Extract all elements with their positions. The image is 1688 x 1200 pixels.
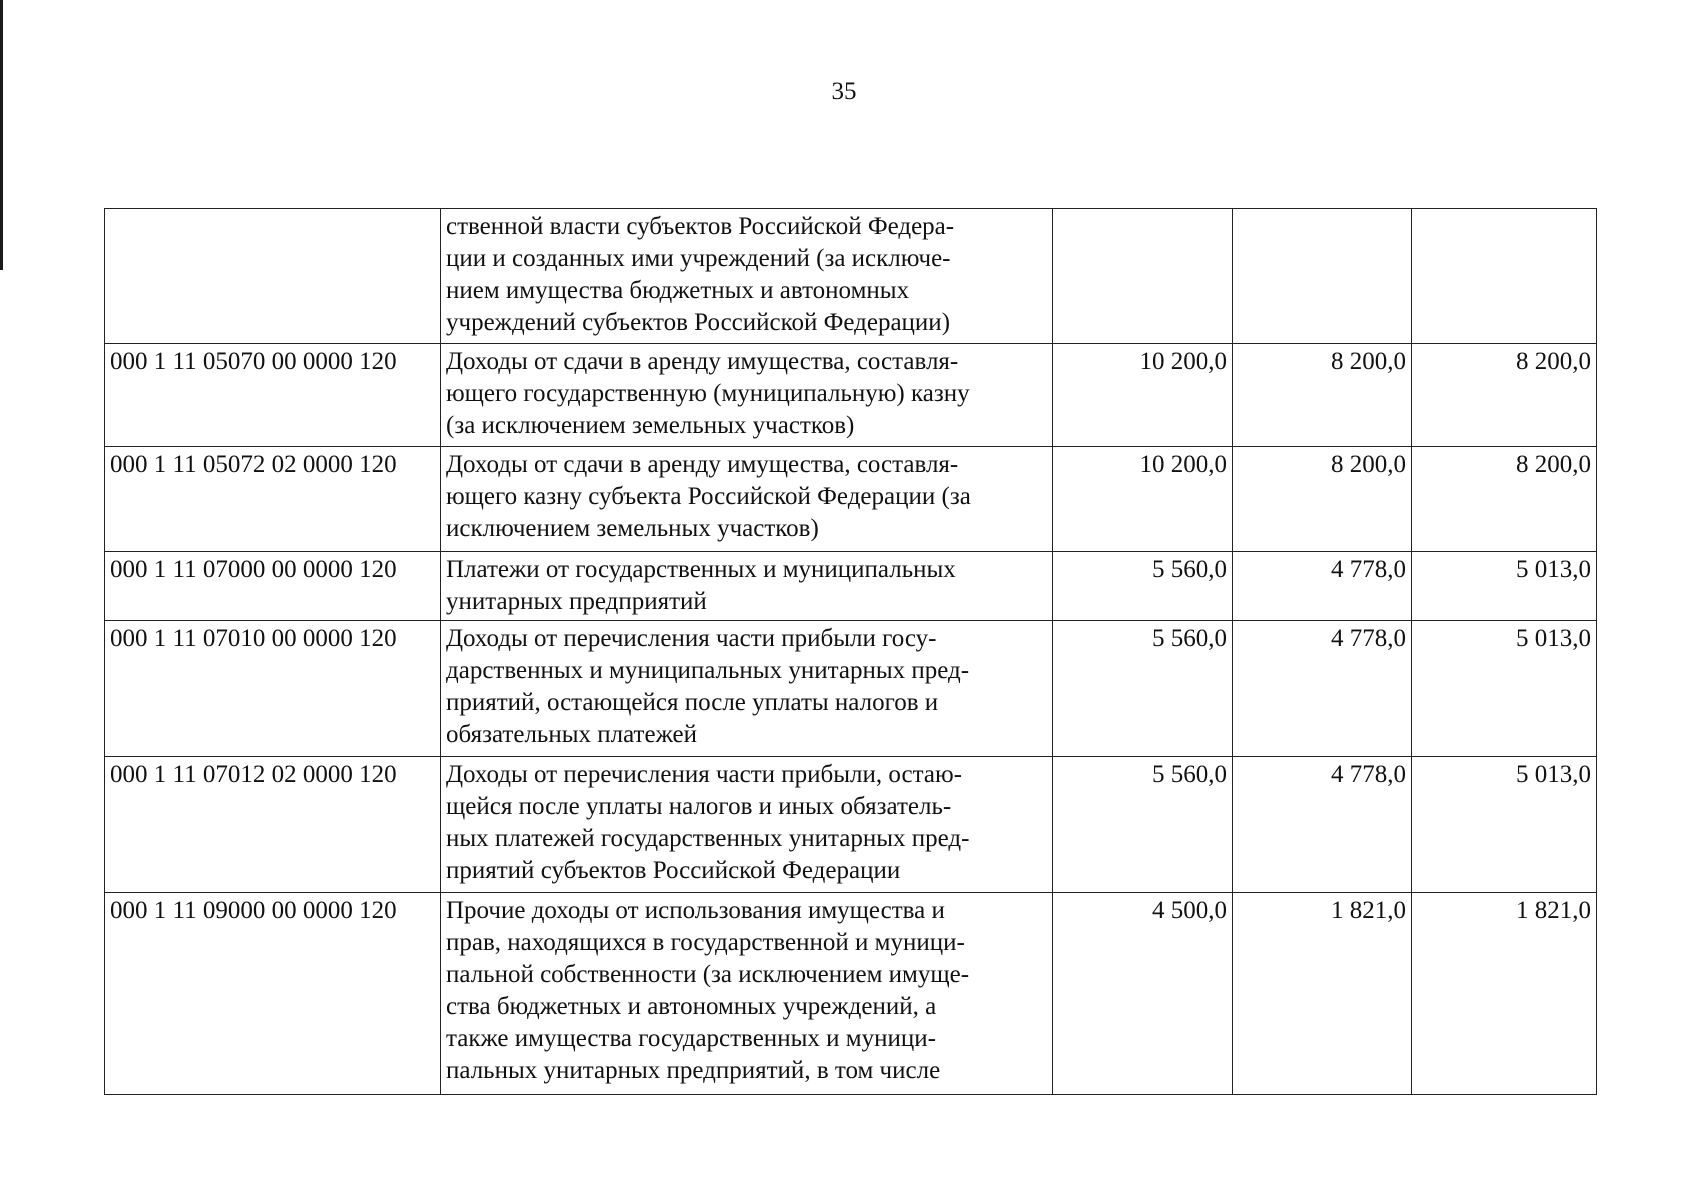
budget-code-cell: 000 1 11 05072 02 0000 120 <box>105 447 441 552</box>
revenue-name-line: (за исключением земельных участков) <box>446 412 855 439</box>
revenue-name-line: ственной власти субъектов Российской Федера- <box>446 213 955 240</box>
scan-edge-mark <box>0 0 3 270</box>
revenue-name-line: Доходы от сдачи в аренду имущества, составля- <box>446 451 959 478</box>
revenue-name-line: пальных унитарных предприятий, в том числе <box>446 1057 941 1084</box>
revenue-name-line: ства бюджетных и автономных учреждений, а <box>446 993 937 1020</box>
revenue-name-line: прав, находящихся в государственной и муници- <box>446 929 965 956</box>
value-cell: 5 560,0 <box>1053 757 1233 893</box>
revenue-table-body <box>105 209 1597 1095</box>
table-row <box>105 552 1597 621</box>
table-row <box>105 209 1597 344</box>
revenue-name-line: Прочие доходы от использования имущества и <box>446 897 945 924</box>
revenue-name-line: ющего государственную (муниципальную) казну <box>446 380 970 407</box>
revenue-name-line: ции и созданных ими учреждений (за исключе- <box>446 245 951 272</box>
budget-code-cell: 000 1 11 05070 00 0000 120 <box>105 344 441 447</box>
revenue-name-line: ных платежей государственных унитарных пред- <box>446 825 970 852</box>
revenue-name-cell <box>441 447 1053 552</box>
value-cell: 5 560,0 <box>1053 552 1233 621</box>
revenue-name-line: пальной собственности (за исключением имуще- <box>446 961 970 988</box>
value-cell: 8 200,0 <box>1412 447 1597 552</box>
value-cell: 5 013,0 <box>1412 552 1597 621</box>
table-row <box>105 447 1597 552</box>
revenue-name-line: учреждений субъектов Российской Федерации) <box>446 309 951 336</box>
value-cell: 5 013,0 <box>1412 757 1597 893</box>
value-cell: 5 560,0 <box>1053 621 1233 757</box>
table-row <box>105 621 1597 757</box>
budget-code-cell: 000 1 11 07012 02 0000 120 <box>105 757 441 893</box>
revenue-name-line: унитарных предприятий <box>446 588 707 615</box>
revenue-name-cell <box>441 621 1053 757</box>
revenue-name-line: ющего казну субъекта Российской Федерации (за <box>446 483 971 510</box>
value-cell: 1 821,0 <box>1233 893 1412 1095</box>
table-row <box>105 893 1597 1095</box>
revenue-name-line: щейся после уплаты налогов и иных обязатель- <box>446 793 952 820</box>
budget-code-cell <box>105 209 441 344</box>
revenue-name-line: Доходы от перечисления части прибыли госу- <box>446 625 937 652</box>
value-cell <box>1412 209 1597 344</box>
value-cell: 4 778,0 <box>1233 757 1412 893</box>
value-cell: 10 200,0 <box>1053 447 1233 552</box>
revenue-name-cell <box>441 757 1053 893</box>
value-cell <box>1233 209 1412 344</box>
budget-code-cell: 000 1 11 07000 00 0000 120 <box>105 552 441 621</box>
budget-code-cell: 000 1 11 07010 00 0000 120 <box>105 621 441 757</box>
revenue-name-line: приятий субъектов Российской Федерации <box>446 857 901 884</box>
value-cell: 5 013,0 <box>1412 621 1597 757</box>
revenue-name-cell <box>441 209 1053 344</box>
revenue-name-line: Платежи от государственных и муниципальных <box>446 556 956 583</box>
revenue-name-line: нием имущества бюджетных и автономных <box>446 277 910 304</box>
value-cell: 10 200,0 <box>1053 344 1233 447</box>
value-cell <box>1053 209 1233 344</box>
value-cell: 4 500,0 <box>1053 893 1233 1095</box>
revenue-name-cell <box>441 552 1053 621</box>
page-number: 35 <box>831 78 857 105</box>
revenue-name-cell <box>441 344 1053 447</box>
revenue-table <box>104 208 1597 1095</box>
budget-code-cell: 000 1 11 09000 00 0000 120 <box>105 893 441 1095</box>
revenue-name-cell <box>441 893 1053 1095</box>
value-cell: 8 200,0 <box>1412 344 1597 447</box>
revenue-name-line: приятий, остающейся после уплаты налогов и <box>446 689 939 716</box>
revenue-name-line: Доходы от перечисления части прибыли, остаю- <box>446 761 962 788</box>
table-row <box>105 757 1597 893</box>
value-cell: 4 778,0 <box>1233 621 1412 757</box>
table-row <box>105 344 1597 447</box>
revenue-name-line: Доходы от сдачи в аренду имущества, составля- <box>446 348 959 375</box>
revenue-name-line: исключением земельных участков) <box>446 515 819 542</box>
value-cell: 8 200,0 <box>1233 344 1412 447</box>
value-cell: 1 821,0 <box>1412 893 1597 1095</box>
value-cell: 4 778,0 <box>1233 552 1412 621</box>
revenue-name-line: дарственных и муниципальных унитарных пред- <box>446 657 970 684</box>
revenue-name-line: обязательных платежей <box>446 721 697 748</box>
value-cell: 8 200,0 <box>1233 447 1412 552</box>
revenue-name-line: также имущества государственных и муници- <box>446 1025 936 1052</box>
